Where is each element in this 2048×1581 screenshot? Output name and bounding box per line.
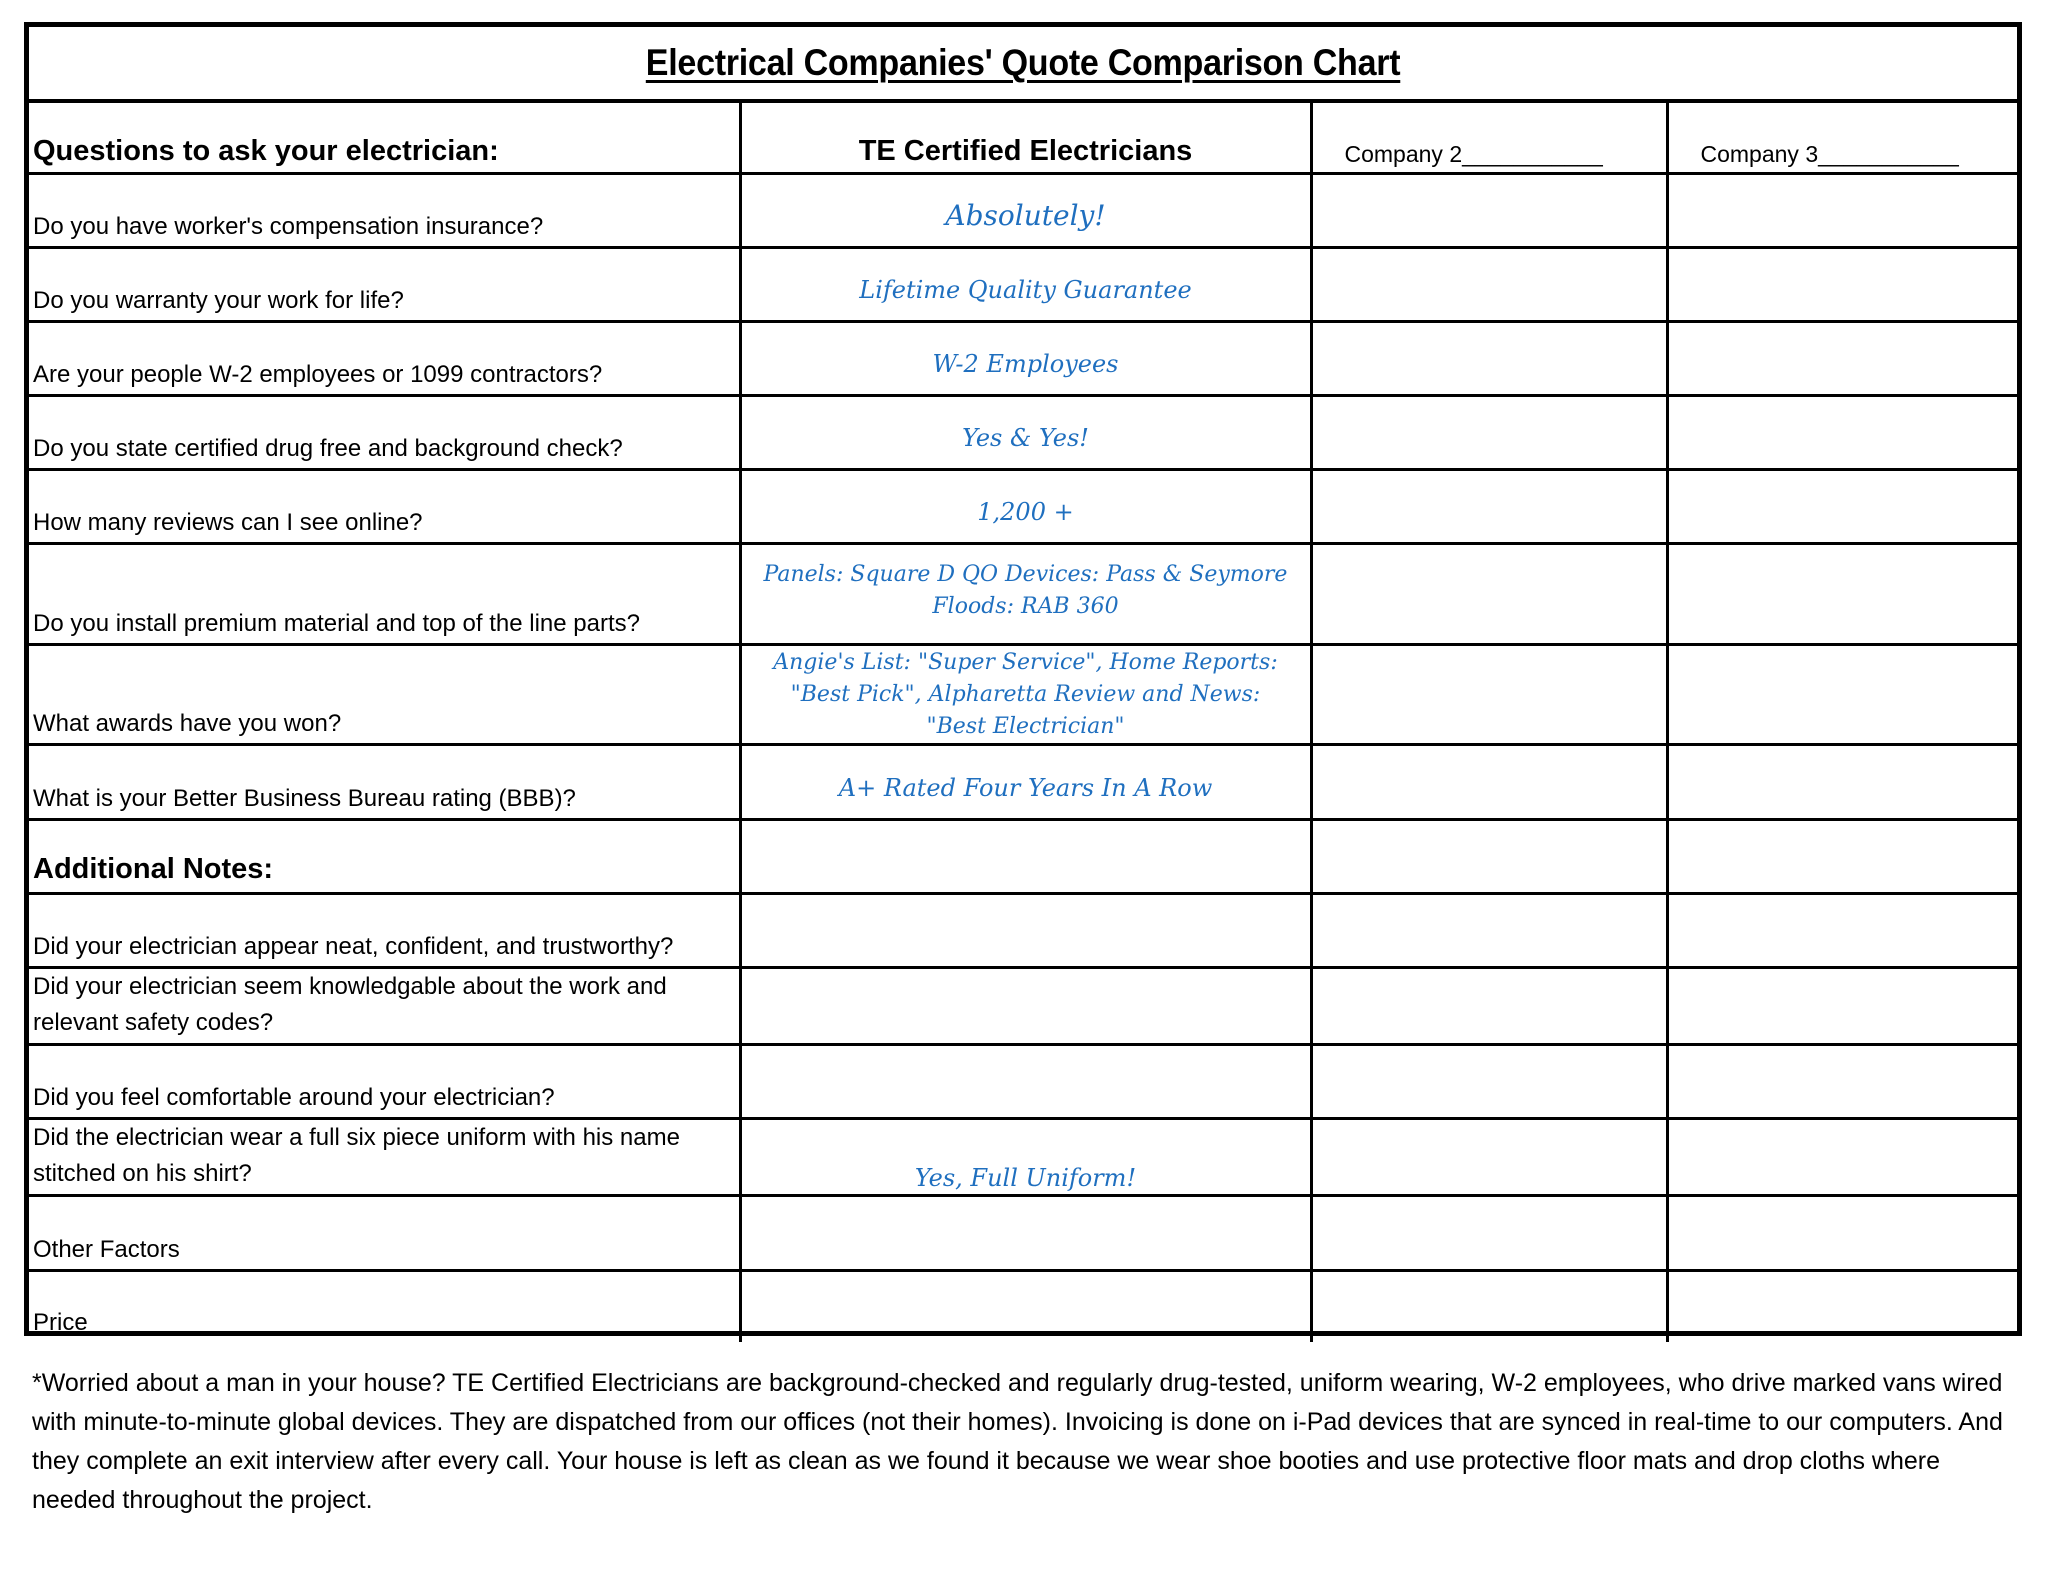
question-text: What is your Better Business Bureau rating (BBB)?: [33, 784, 576, 812]
company3-answer-cell[interactable]: [1667, 1118, 2017, 1195]
table-row: [29, 321, 2017, 395]
additional-notes-header: Additional Notes:: [33, 852, 274, 885]
comparison-table: [29, 99, 2017, 1342]
questions-header: Questions to ask your electrician:: [33, 134, 499, 167]
company2-answer-cell[interactable]: [1311, 744, 1667, 819]
table-row: [29, 1270, 2017, 1342]
question-cell: [29, 1195, 740, 1270]
te-answer-cell: [740, 321, 1311, 395]
question-text: How many reviews can I see online?: [33, 508, 423, 536]
company2-answer-cell[interactable]: [1311, 967, 1667, 1044]
company2-answer-cell[interactable]: [1311, 321, 1667, 395]
question-cell: [29, 469, 740, 543]
te-answer-cell: [740, 1044, 1311, 1118]
question-text: What awards have you won?: [33, 709, 342, 737]
table-row: [29, 247, 2017, 321]
company2-answer-cell[interactable]: [1311, 644, 1667, 744]
table-row: [29, 1195, 2017, 1270]
company3-header-cell[interactable]: [1667, 99, 2017, 173]
te-answer-cell: [740, 543, 1311, 644]
te-answer: Yes & Yes!: [962, 423, 1089, 452]
question-text: Do you install premium material and top of the line parts?: [33, 609, 640, 637]
question-text: Do you have worker's compensation insurance?: [33, 212, 544, 240]
company3-answer-cell[interactable]: [1667, 247, 2017, 321]
te-header-cell: [740, 99, 1311, 173]
te-answer: Absolutely!: [945, 198, 1106, 232]
te-answer-cell: [740, 1118, 1311, 1195]
question-cell: [29, 1270, 740, 1342]
company2-answer-cell[interactable]: [1311, 247, 1667, 321]
te-answer: Yes, Full Uniform!: [914, 1163, 1137, 1192]
question-text: Did you feel comfortable around your electrician?: [33, 1083, 555, 1111]
company3-answer-cell[interactable]: [1667, 469, 2017, 543]
company2-answer-cell[interactable]: [1311, 819, 1667, 893]
question-cell: [29, 321, 740, 395]
te-answer: A+ Rated Four Years In A Row: [838, 773, 1213, 802]
company3-answer-cell[interactable]: [1667, 1195, 2017, 1270]
table-row: [29, 893, 2017, 967]
company3-answer-cell[interactable]: [1667, 173, 2017, 247]
table-row: [29, 173, 2017, 247]
question-cell: [29, 247, 740, 321]
company3-answer-cell[interactable]: [1667, 967, 2017, 1044]
te-answer-cell: [740, 469, 1311, 543]
te-answer-cell: [740, 173, 1311, 247]
question-text: Other Factors: [33, 1235, 180, 1263]
table-row: [29, 1044, 2017, 1118]
table-row: [29, 543, 2017, 644]
question-cell: [29, 1118, 740, 1195]
question-cell: [29, 644, 740, 744]
question-cell: [29, 1044, 740, 1118]
question-text: Did your electrician seem knowledgable about the work and relevant safety codes?: [33, 972, 667, 1036]
company3-answer-cell[interactable]: [1667, 1270, 2017, 1342]
question-cell: [29, 967, 740, 1044]
title-row: [29, 27, 2017, 103]
company3-answer-cell[interactable]: [1667, 543, 2017, 644]
page-title: Electrical Companies' Quote Comparison Chart: [645, 42, 1401, 83]
company3-answer-cell[interactable]: [1667, 1044, 2017, 1118]
company2-answer-cell[interactable]: [1311, 469, 1667, 543]
te-answer-cell: [740, 967, 1311, 1044]
te-answer-cell: [740, 247, 1311, 321]
te-answer: W-2 Employees: [932, 349, 1119, 378]
te-answer: Angie's List: "Super Service", Home Reports: "Best Pick", Alpharetta Review and News: "Best Electrician": [773, 649, 1278, 739]
company3-header: Company 3___________: [1700, 140, 1959, 167]
company2-answer-cell[interactable]: [1311, 1044, 1667, 1118]
table-row: [29, 395, 2017, 469]
company3-answer-cell[interactable]: [1667, 819, 2017, 893]
company2-answer-cell[interactable]: [1311, 1195, 1667, 1270]
te-answer: Panels: Square D QO Devices: Pass & Seymore Floods: RAB 360: [763, 561, 1288, 619]
company3-answer-cell[interactable]: [1667, 321, 2017, 395]
te-answer: Lifetime Quality Guarantee: [859, 275, 1192, 304]
question-text: Did the electrician wear a full six piece uniform with his name stitched on his shirt?: [33, 1123, 680, 1187]
te-answer: 1,200 +: [977, 497, 1074, 526]
company2-answer-cell[interactable]: [1311, 1270, 1667, 1342]
question-cell: [29, 893, 740, 967]
comparison-chart: [24, 22, 2022, 1336]
questions-header-cell: [29, 99, 740, 173]
question-text: Do you state certified drug free and background check?: [33, 434, 623, 462]
question-text: Did your electrician appear neat, confident, and trustworthy?: [33, 932, 674, 960]
footnote: *Worried about a man in your house? TE Certified Electricians are background-checked and regularly drug-tested, uniform wearing, W-2 employees, who drive marked vans wired with minute-to-minute global devices. They are dispatched from our offices (not their homes). Invoicing is done on i-Pad devices that are synced in real-time to our computers. And they complete an exit interview after every call. Your house is left as clean as we found it because we wear shoe booties and use protective floor mats and drop cloths where needed throughout the project.: [32, 1369, 2003, 1514]
te-answer-cell: [740, 819, 1311, 893]
te-answer-cell: [740, 644, 1311, 744]
company2-header-cell[interactable]: [1311, 99, 1667, 173]
question-cell: [29, 173, 740, 247]
question-cell: [29, 395, 740, 469]
table-row: [29, 469, 2017, 543]
te-answer-cell: [740, 893, 1311, 967]
table-row: [29, 744, 2017, 819]
question-text: Are your people W-2 employees or 1099 contractors?: [33, 360, 603, 388]
question-text: Do you warranty your work for life?: [33, 286, 404, 314]
question-cell: [29, 543, 740, 644]
company2-answer-cell[interactable]: [1311, 543, 1667, 644]
te-answer-cell: [740, 1195, 1311, 1270]
additional-notes-row: [29, 819, 2017, 893]
te-answer-cell: [740, 1270, 1311, 1342]
company2-answer-cell[interactable]: [1311, 893, 1667, 967]
table-row: [29, 1118, 2017, 1195]
question-cell: [29, 744, 740, 819]
company3-answer-cell[interactable]: [1667, 893, 2017, 967]
company2-answer-cell[interactable]: [1311, 1118, 1667, 1195]
company2-answer-cell[interactable]: [1311, 395, 1667, 469]
additional-notes-cell: [29, 819, 740, 893]
company3-answer-cell[interactable]: [1667, 644, 2017, 744]
question-text: Price: [33, 1309, 88, 1336]
header-row: [29, 99, 2017, 173]
te-answer-cell: [740, 744, 1311, 819]
table-row: [29, 967, 2017, 1044]
te-answer-cell: [740, 395, 1311, 469]
te-header: TE Certified Electricians: [858, 134, 1193, 167]
company3-answer-cell[interactable]: [1667, 744, 2017, 819]
table-row: [29, 644, 2017, 744]
company2-header: Company 2___________: [1344, 140, 1603, 167]
company3-answer-cell[interactable]: [1667, 395, 2017, 469]
company2-answer-cell[interactable]: [1311, 173, 1667, 247]
